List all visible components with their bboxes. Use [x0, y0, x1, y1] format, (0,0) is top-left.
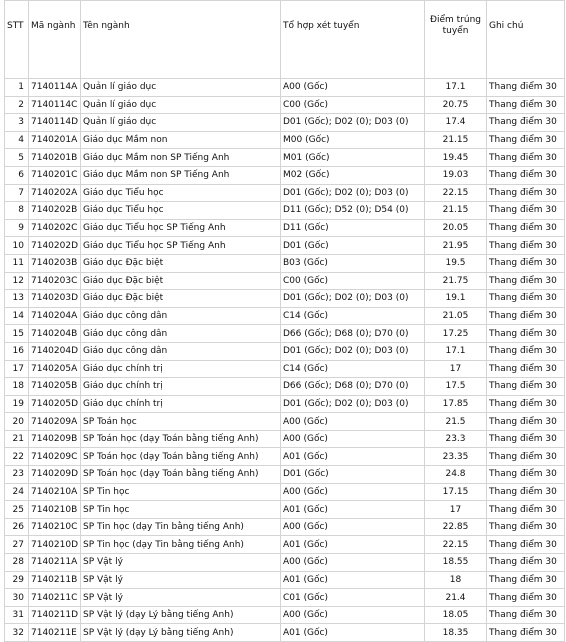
major-name-cell: SP Tin học (dạy Tin bằng tiếng Anh): [81, 536, 281, 554]
header-note: Ghi chú: [487, 1, 565, 79]
table-row: [5, 166, 565, 184]
major-name-cell: Giáo dục công dân: [81, 342, 281, 360]
subject-combination-cell: A01 (Gốc): [281, 501, 425, 519]
major-name-cell: Giáo dục Mầm non: [81, 131, 281, 149]
note-cell: Thang điểm 30: [487, 624, 565, 642]
major-code-cell: 7140202C: [29, 219, 81, 237]
subject-combination-cell: A01 (Gốc): [281, 448, 425, 466]
subject-combination-cell: C14 (Gốc): [281, 307, 425, 325]
note-cell: Thang điểm 30: [487, 554, 565, 572]
row-stt-cell: 5: [5, 149, 29, 167]
note-cell: Thang điểm 30: [487, 114, 565, 132]
major-name-cell: Giáo dục chính trị: [81, 378, 281, 396]
note-cell: Thang điểm 30: [487, 254, 565, 272]
major-name-cell: Giáo dục công dân: [81, 307, 281, 325]
major-name-cell: Giáo dục Mầm non SP Tiếng Anh: [81, 149, 281, 167]
major-code-cell: 7140204A: [29, 307, 81, 325]
subject-combination-cell: M01 (Gốc): [281, 149, 425, 167]
major-code-cell: 7140209D: [29, 466, 81, 484]
row-stt-cell: 18: [5, 378, 29, 396]
note-cell: Thang điểm 30: [487, 342, 565, 360]
note-cell: Thang điểm 30: [487, 518, 565, 536]
major-code-cell: 7140203D: [29, 290, 81, 308]
subject-combination-cell: M02 (Gốc): [281, 166, 425, 184]
major-code-cell: 7140201C: [29, 166, 81, 184]
table-row: [5, 589, 565, 607]
note-cell: Thang điểm 30: [487, 536, 565, 554]
subject-combination-cell: D01 (Gốc); D02 (0); D03 (0): [281, 395, 425, 413]
major-code-cell: 7140201B: [29, 149, 81, 167]
header-combo: Tổ hợp xét tuyển: [281, 1, 425, 79]
major-name-cell: Quản lí giáo dục: [81, 79, 281, 97]
major-name-cell: Giáo dục Tiểu học SP Tiếng Anh: [81, 219, 281, 237]
note-cell: Thang điểm 30: [487, 571, 565, 589]
table-row: [5, 448, 565, 466]
row-stt-cell: 10: [5, 237, 29, 255]
subject-combination-cell: D01 (Gốc); D02 (0); D03 (0): [281, 184, 425, 202]
row-stt-cell: 19: [5, 395, 29, 413]
major-name-cell: SP Vật lý: [81, 589, 281, 607]
major-code-cell: 7140201A: [29, 131, 81, 149]
major-name-cell: Giáo dục Mầm non SP Tiếng Anh: [81, 166, 281, 184]
major-name-cell: SP Toán học: [81, 413, 281, 431]
row-stt-cell: 28: [5, 554, 29, 572]
subject-combination-cell: D11 (Gốc); D52 (0); D54 (0): [281, 202, 425, 220]
major-code-cell: 7140210D: [29, 536, 81, 554]
major-name-cell: SP Tin học: [81, 483, 281, 501]
subject-combination-cell: A01 (Gốc): [281, 624, 425, 642]
header-row: [5, 1, 565, 79]
admission-score-cell: 21.5: [425, 413, 487, 431]
row-stt-cell: 24: [5, 483, 29, 501]
note-cell: Thang điểm 30: [487, 360, 565, 378]
row-stt-cell: 4: [5, 131, 29, 149]
major-name-cell: Giáo dục Tiểu học: [81, 202, 281, 220]
note-cell: Thang điểm 30: [487, 501, 565, 519]
admission-score-cell: 23.3: [425, 430, 487, 448]
table-row: [5, 184, 565, 202]
note-cell: Thang điểm 30: [487, 237, 565, 255]
major-code-cell: 7140205A: [29, 360, 81, 378]
table-row: [5, 536, 565, 554]
table-row: [5, 149, 565, 167]
subject-combination-cell: D01 (Gốc); D02 (0); D03 (0): [281, 290, 425, 308]
major-name-cell: SP Vật lý (dạy Lý bằng tiếng Anh): [81, 606, 281, 624]
subject-combination-cell: C01 (Gốc): [281, 589, 425, 607]
header-name: Tên ngành: [81, 1, 281, 79]
admission-score-cell: 17: [425, 360, 487, 378]
admission-score-cell: 22.15: [425, 536, 487, 554]
row-stt-cell: 11: [5, 254, 29, 272]
row-stt-cell: 15: [5, 325, 29, 343]
row-stt-cell: 27: [5, 536, 29, 554]
admission-score-cell: 17.85: [425, 395, 487, 413]
row-stt-cell: 29: [5, 571, 29, 589]
major-code-cell: 7140211A: [29, 554, 81, 572]
table-row: [5, 254, 565, 272]
major-name-cell: SP Toán học (dạy Toán bằng tiếng Anh): [81, 466, 281, 484]
major-name-cell: Giáo dục Đặc biệt: [81, 290, 281, 308]
table-row: [5, 554, 565, 572]
major-code-cell: 7140204D: [29, 342, 81, 360]
table-row: [5, 430, 565, 448]
header-score: Điểm trúng tuyển: [425, 1, 487, 79]
subject-combination-cell: A00 (Gốc): [281, 413, 425, 431]
admission-score-cell: 18.05: [425, 606, 487, 624]
subject-combination-cell: A01 (Gốc): [281, 536, 425, 554]
admission-score-cell: 21.95: [425, 237, 487, 255]
subject-combination-cell: D66 (Gốc); D68 (0); D70 (0): [281, 325, 425, 343]
admission-score-cell: 17.1: [425, 79, 487, 97]
table-row: [5, 79, 565, 97]
table-row: [5, 272, 565, 290]
table-row: [5, 606, 565, 624]
admission-score-cell: 23.35: [425, 448, 487, 466]
row-stt-cell: 20: [5, 413, 29, 431]
row-stt-cell: 3: [5, 114, 29, 132]
table-row: [5, 219, 565, 237]
note-cell: Thang điểm 30: [487, 149, 565, 167]
major-code-cell: 7140209C: [29, 448, 81, 466]
note-cell: Thang điểm 30: [487, 466, 565, 484]
subject-combination-cell: D66 (Gốc); D68 (0); D70 (0): [281, 378, 425, 396]
major-name-cell: Giáo dục công dân: [81, 325, 281, 343]
table-row: [5, 483, 565, 501]
note-cell: Thang điểm 30: [487, 483, 565, 501]
table-row: [5, 413, 565, 431]
major-code-cell: 7140210B: [29, 501, 81, 519]
table-row: [5, 360, 565, 378]
subject-combination-cell: D01 (Gốc); D02 (0); D03 (0): [281, 342, 425, 360]
subject-combination-cell: A00 (Gốc): [281, 430, 425, 448]
admission-score-cell: 22.85: [425, 518, 487, 536]
subject-combination-cell: C00 (Gốc): [281, 96, 425, 114]
admission-score-cell: 19.45: [425, 149, 487, 167]
subject-combination-cell: C14 (Gốc): [281, 360, 425, 378]
admission-score-cell: 17: [425, 501, 487, 519]
note-cell: Thang điểm 30: [487, 219, 565, 237]
row-stt-cell: 22: [5, 448, 29, 466]
note-cell: Thang điểm 30: [487, 79, 565, 97]
major-name-cell: SP Tin học: [81, 501, 281, 519]
major-code-cell: 7140209B: [29, 430, 81, 448]
note-cell: Thang điểm 30: [487, 290, 565, 308]
major-code-cell: 7140210A: [29, 483, 81, 501]
note-cell: Thang điểm 30: [487, 166, 565, 184]
row-stt-cell: 31: [5, 606, 29, 624]
major-name-cell: SP Vật lý: [81, 571, 281, 589]
admission-score-cell: 17.5: [425, 378, 487, 396]
table-row: [5, 378, 565, 396]
admission-score-cell: 21.75: [425, 272, 487, 290]
table-row: [5, 237, 565, 255]
table-row: [5, 307, 565, 325]
admission-score-cell: 22.15: [425, 184, 487, 202]
major-name-cell: Quản lí giáo dục: [81, 114, 281, 132]
table-row: [5, 501, 565, 519]
row-stt-cell: 2: [5, 96, 29, 114]
major-code-cell: 7140204B: [29, 325, 81, 343]
admission-score-cell: 20.05: [425, 219, 487, 237]
major-name-cell: Giáo dục chính trị: [81, 395, 281, 413]
major-name-cell: SP Toán học (dạy Toán bằng tiếng Anh): [81, 430, 281, 448]
row-stt-cell: 1: [5, 79, 29, 97]
table-body: [5, 79, 565, 642]
note-cell: Thang điểm 30: [487, 448, 565, 466]
major-code-cell: 7140205B: [29, 378, 81, 396]
note-cell: Thang điểm 30: [487, 202, 565, 220]
admission-score-cell: 24.8: [425, 466, 487, 484]
admission-score-cell: 18.35: [425, 624, 487, 642]
row-stt-cell: 16: [5, 342, 29, 360]
table-row: [5, 624, 565, 642]
note-cell: Thang điểm 30: [487, 395, 565, 413]
note-cell: Thang điểm 30: [487, 606, 565, 624]
note-cell: Thang điểm 30: [487, 378, 565, 396]
subject-combination-cell: D01 (Gốc): [281, 466, 425, 484]
table-row: [5, 290, 565, 308]
row-stt-cell: 26: [5, 518, 29, 536]
major-name-cell: Giáo dục Đặc biệt: [81, 272, 281, 290]
major-name-cell: SP Vật lý (dạy Lý bằng tiếng Anh): [81, 624, 281, 642]
major-code-cell: 7140202D: [29, 237, 81, 255]
note-cell: Thang điểm 30: [487, 307, 565, 325]
admission-score-cell: 19.03: [425, 166, 487, 184]
subject-combination-cell: M00 (Gốc): [281, 131, 425, 149]
row-stt-cell: 21: [5, 430, 29, 448]
major-code-cell: 7140211B: [29, 571, 81, 589]
subject-combination-cell: A01 (Gốc): [281, 571, 425, 589]
admission-score-cell: 21.05: [425, 307, 487, 325]
major-code-cell: 7140202A: [29, 184, 81, 202]
major-code-cell: 7140114D: [29, 114, 81, 132]
admission-score-cell: 18.55: [425, 554, 487, 572]
major-name-cell: Giáo dục chính trị: [81, 360, 281, 378]
note-cell: Thang điểm 30: [487, 430, 565, 448]
major-code-cell: 7140205D: [29, 395, 81, 413]
admission-score-cell: 21.15: [425, 202, 487, 220]
major-code-cell: 7140210C: [29, 518, 81, 536]
major-name-cell: Giáo dục Đặc biệt: [81, 254, 281, 272]
note-cell: Thang điểm 30: [487, 325, 565, 343]
table-row: [5, 325, 565, 343]
major-name-cell: Giáo dục Tiểu học SP Tiếng Anh: [81, 237, 281, 255]
major-code-cell: 7140114C: [29, 96, 81, 114]
admission-score-cell: 21.4: [425, 589, 487, 607]
admission-score-cell: 18: [425, 571, 487, 589]
admission-score-cell: 19.1: [425, 290, 487, 308]
subject-combination-cell: A00 (Gốc): [281, 518, 425, 536]
major-code-cell: 7140209A: [29, 413, 81, 431]
subject-combination-cell: C00 (Gốc): [281, 272, 425, 290]
table-row: [5, 466, 565, 484]
major-code-cell: 7140203B: [29, 254, 81, 272]
table-row: [5, 395, 565, 413]
admission-scores-table: [4, 0, 565, 642]
admission-score-cell: 17.1: [425, 342, 487, 360]
note-cell: Thang điểm 30: [487, 413, 565, 431]
subject-combination-cell: A00 (Gốc): [281, 79, 425, 97]
note-cell: Thang điểm 30: [487, 131, 565, 149]
row-stt-cell: 13: [5, 290, 29, 308]
row-stt-cell: 17: [5, 360, 29, 378]
major-name-cell: Quản lí giáo dục: [81, 96, 281, 114]
note-cell: Thang điểm 30: [487, 589, 565, 607]
table-row: [5, 571, 565, 589]
row-stt-cell: 9: [5, 219, 29, 237]
row-stt-cell: 25: [5, 501, 29, 519]
table-row: [5, 114, 565, 132]
admission-score-cell: 17.4: [425, 114, 487, 132]
major-code-cell: 7140211D: [29, 606, 81, 624]
admission-score-cell: 17.25: [425, 325, 487, 343]
major-name-cell: SP Tin học (dạy Tin bằng tiếng Anh): [81, 518, 281, 536]
subject-combination-cell: D11 (Gốc): [281, 219, 425, 237]
table-row: [5, 131, 565, 149]
major-code-cell: 7140211E: [29, 624, 81, 642]
table-row: [5, 202, 565, 220]
subject-combination-cell: D01 (Gốc): [281, 237, 425, 255]
note-cell: Thang điểm 30: [487, 272, 565, 290]
header-stt: STT: [5, 1, 29, 79]
subject-combination-cell: A00 (Gốc): [281, 483, 425, 501]
subject-combination-cell: D01 (Gốc); D02 (0); D03 (0): [281, 114, 425, 132]
row-stt-cell: 32: [5, 624, 29, 642]
row-stt-cell: 7: [5, 184, 29, 202]
table-row: [5, 342, 565, 360]
table-row: [5, 518, 565, 536]
header-code: Mã ngành: [29, 1, 81, 79]
admission-score-cell: 21.15: [425, 131, 487, 149]
table-row: [5, 96, 565, 114]
note-cell: Thang điểm 30: [487, 184, 565, 202]
subject-combination-cell: A00 (Gốc): [281, 554, 425, 572]
major-name-cell: SP Toán học (dạy Toán bằng tiếng Anh): [81, 448, 281, 466]
major-code-cell: 7140114A: [29, 79, 81, 97]
major-code-cell: 7140203C: [29, 272, 81, 290]
admission-score-cell: 19.5: [425, 254, 487, 272]
row-stt-cell: 12: [5, 272, 29, 290]
major-code-cell: 7140202B: [29, 202, 81, 220]
subject-combination-cell: A00 (Gốc): [281, 606, 425, 624]
row-stt-cell: 23: [5, 466, 29, 484]
subject-combination-cell: B03 (Gốc): [281, 254, 425, 272]
row-stt-cell: 6: [5, 166, 29, 184]
row-stt-cell: 14: [5, 307, 29, 325]
major-name-cell: Giáo dục Tiểu học: [81, 184, 281, 202]
admission-score-cell: 17.15: [425, 483, 487, 501]
row-stt-cell: 30: [5, 589, 29, 607]
admission-score-cell: 20.75: [425, 96, 487, 114]
note-cell: Thang điểm 30: [487, 96, 565, 114]
major-name-cell: SP Vật lý: [81, 554, 281, 572]
major-code-cell: 7140211C: [29, 589, 81, 607]
row-stt-cell: 8: [5, 202, 29, 220]
